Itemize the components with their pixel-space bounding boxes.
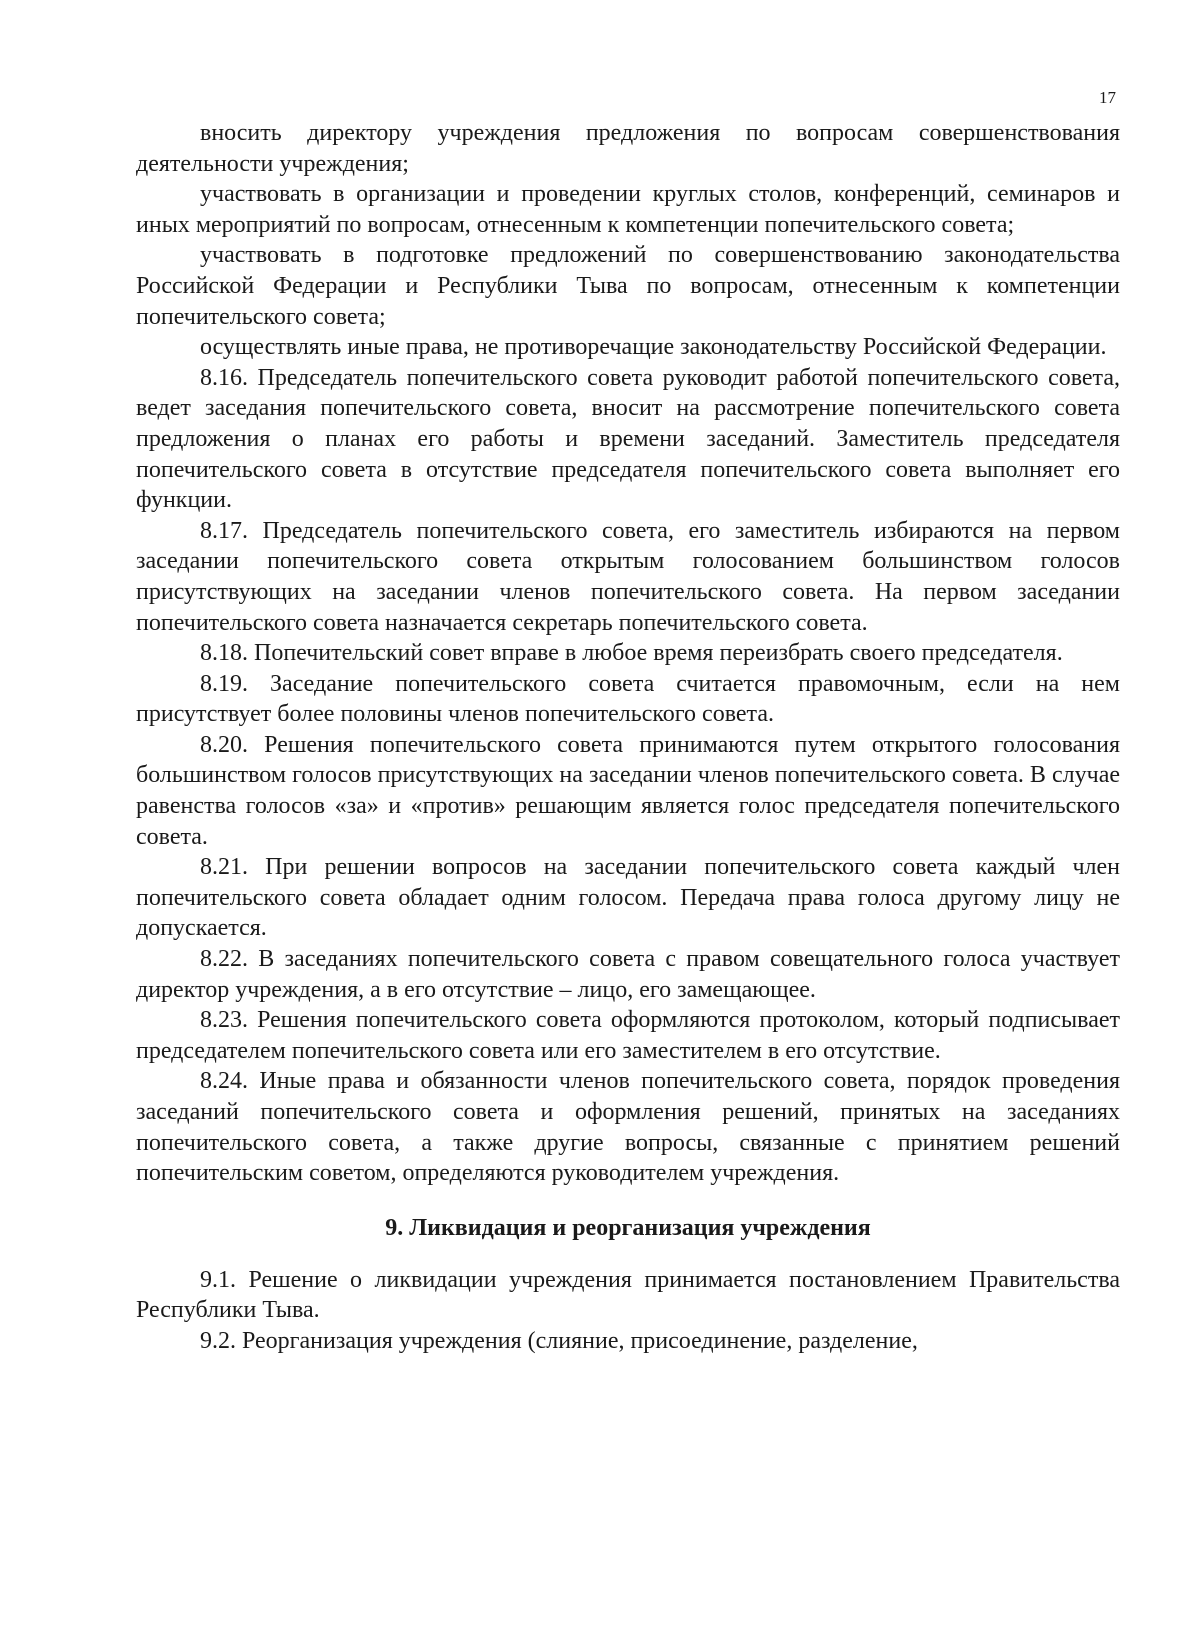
page-number: 17: [1099, 88, 1116, 107]
clause-8-19: 8.19. Заседание попечительского совета считается правомочным, если на нем присутствует более половины членов попечительского совета.: [136, 670, 1120, 728]
clause-9-2: 9.2. Реорганизация учреждения (слияние, присоединение, разделение,: [200, 1327, 918, 1354]
paragraph: участвовать в организации и проведении круглых столов, конференций, семинаров и иных мероприятий по вопросам, отнесенным к компетенции попечительского совета;: [136, 181, 1120, 238]
clause-8-20: 8.20. Решения попечительского совета принимаются путем открытого голосования большинством голосов присутствующих на заседании членов попечительского совета. В случае равенства голосов «за» и «против» решающим является голос председателя попечительского совета.: [136, 731, 1120, 850]
clause-8-23: 8.23. Решения попечительского совета оформляются протоколом, который подписывает председателем попечительского совета или его заместителем в его отсутствие.: [136, 1007, 1120, 1064]
paragraph: участвовать в подготовке предложений по совершенствованию законодательства Российской Федерации и Республики Тыва по вопросам, отнесенным к компетенции попечительского совета;: [136, 242, 1120, 330]
document-body: [136, 118, 1120, 1357]
section-heading: 9. Ликвидация и реорганизация учреждения: [385, 1214, 871, 1241]
paragraph: осуществлять иные права, не противоречащие законодательству Российской Федерации.: [200, 334, 1107, 361]
clause-8-24: 8.24. Иные права и обязанности членов попечительского совета, порядок проведения заседаний попечительского совета и оформления решений, принятых на заседаниях попечительского совета, а также другие вопросы, связанные с принятием решений попечительским советом, определяются руководителем учреждения.: [136, 1068, 1120, 1187]
clause-8-21: 8.21. При решении вопросов на заседании попечительского совета каждый член попечительского совета обладает одним голосом. Передача права голоса другому лицу не допускается.: [136, 854, 1120, 942]
clause-8-16: 8.16. Председатель попечительского совета руководит работой попечительского совета, ведет заседания попечительского совета, вносит на рассмотрение попечительского совета предложения о планах его работы и времени заседаний. Заместитель председателя попечительского совета в отсутствие председателя попечительского совета выполняет его функции.: [136, 364, 1120, 514]
clause-9-1: 9.1. Решение о ликвидации учреждения принимается постановлением Правительства Республики Тыва.: [136, 1266, 1120, 1324]
clause-8-22: 8.22. В заседаниях попечительского совета с правом совещательного голоса участвует директор учреждения, а в его отсутствие – лицо, его замещающее.: [136, 946, 1120, 1003]
paragraph: вносить директору учреждения предложения по вопросам совершенствования деятельности учреждения;: [136, 120, 1120, 177]
clause-8-18: 8.18. Попечительский совет вправе в любое время переизбрать своего председателя.: [200, 640, 1063, 667]
clause-8-17: 8.17. Председатель попечительского совета, его заместитель избираются на первом заседании попечительского совета открытым голосованием большинством голосов присутствующих на заседании членов попечительского совета. На первом заседании попечительского совета назначается секретарь попечительского совета.: [136, 517, 1120, 636]
